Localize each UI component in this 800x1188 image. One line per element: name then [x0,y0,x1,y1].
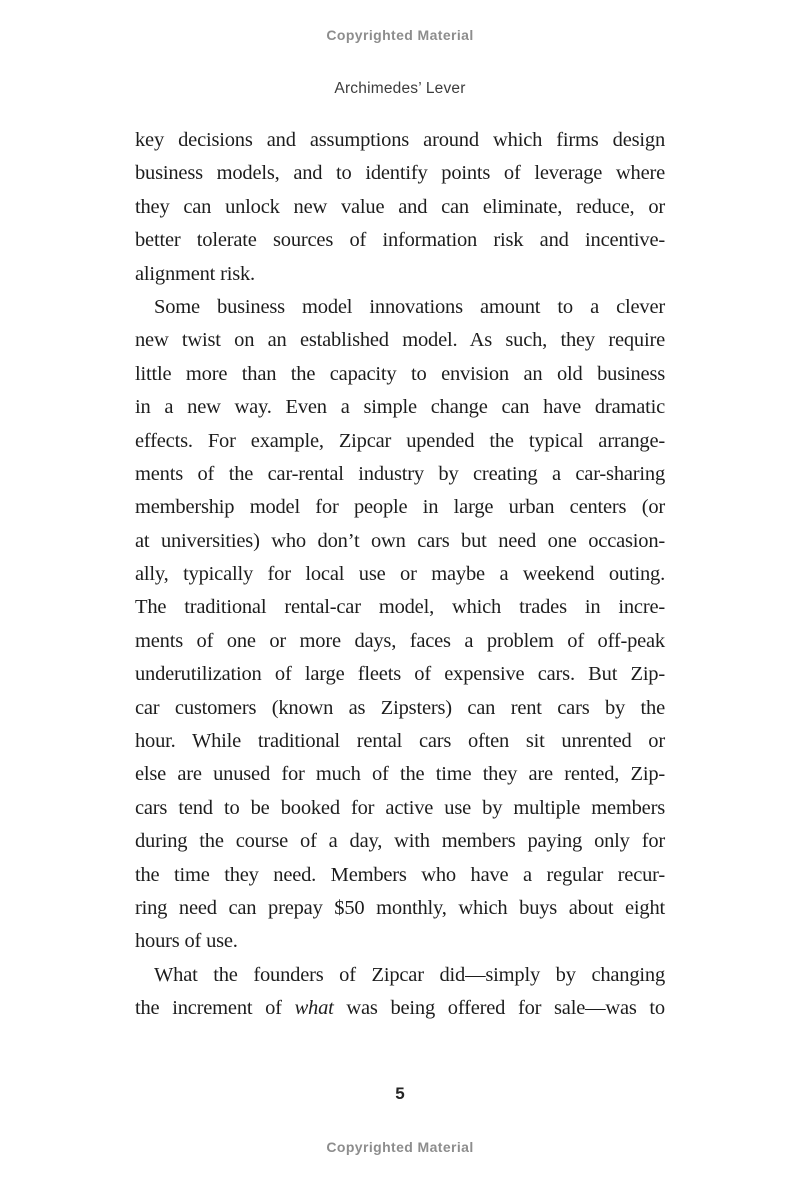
text-line: hour. While traditional rental cars often sit unrented or [135,730,665,753]
body-text [135,124,665,1026]
text-line: car customers (known as Zipsters) can rent cars by the [135,696,665,719]
copyright-notice-bottom: Copyrighted Material [326,1139,474,1155]
text-line: they can unlock new value and can eliminate, reduce, or [135,195,665,218]
text-line: underutilization of large fleets of expensive cars. But Zip- [135,663,665,686]
copyright-notice-top: Copyrighted Material [326,27,474,43]
text-line: The traditional rental-car model, which trades in incre- [135,596,665,619]
text-line: hours of use. [135,930,238,953]
text-line: key decisions and assumptions around which firms design [135,129,665,151]
text-line: ring need can prepay $50 monthly, which buys about eight [135,896,665,919]
text-line: in a new way. Even a simple change can have dramatic [135,396,665,419]
page-number: 5 [395,1084,405,1103]
text-line: new twist on an established model. As such, they require [135,329,665,352]
text-line: else are unused for much of the time they are rented, Zip- [135,763,665,786]
text-line: effects. For example, Zipcar upended the typical arrange- [135,429,665,452]
text-line: the time they need. Members who have a regular recur- [135,863,665,886]
text-line: ally, typically for local use or maybe a weekend outing. [135,563,665,586]
text-line: alignment risk. [135,262,255,285]
text-line: ments of the car-rental industry by creating a car-sharing [135,462,665,485]
text-line: Some business model innovations amount to a clever [154,295,665,318]
text-line: at universities) who don’t own cars but need one occasion- [135,529,665,552]
text-line: during the course of a day, with members paying only for [135,830,665,853]
text-line: better tolerate sources of information risk and incentive- [135,229,665,252]
text-line: membership model for people in large urban centers (or [135,496,665,519]
text-line: business models, and to identify points of leverage where [135,162,665,185]
running-head: Archimedes’ Lever [334,80,466,97]
text-line: the increment of what was being offered for sale—was to [135,997,665,1020]
text-line: little more than the capacity to envision an old business [135,362,665,385]
text-line: What the founders of Zipcar did—simply by changing [154,963,665,986]
text-line: ments of one or more days, faces a problem of off-peak [135,629,665,652]
text-line: cars tend to be booked for active use by multiple members [135,796,665,819]
